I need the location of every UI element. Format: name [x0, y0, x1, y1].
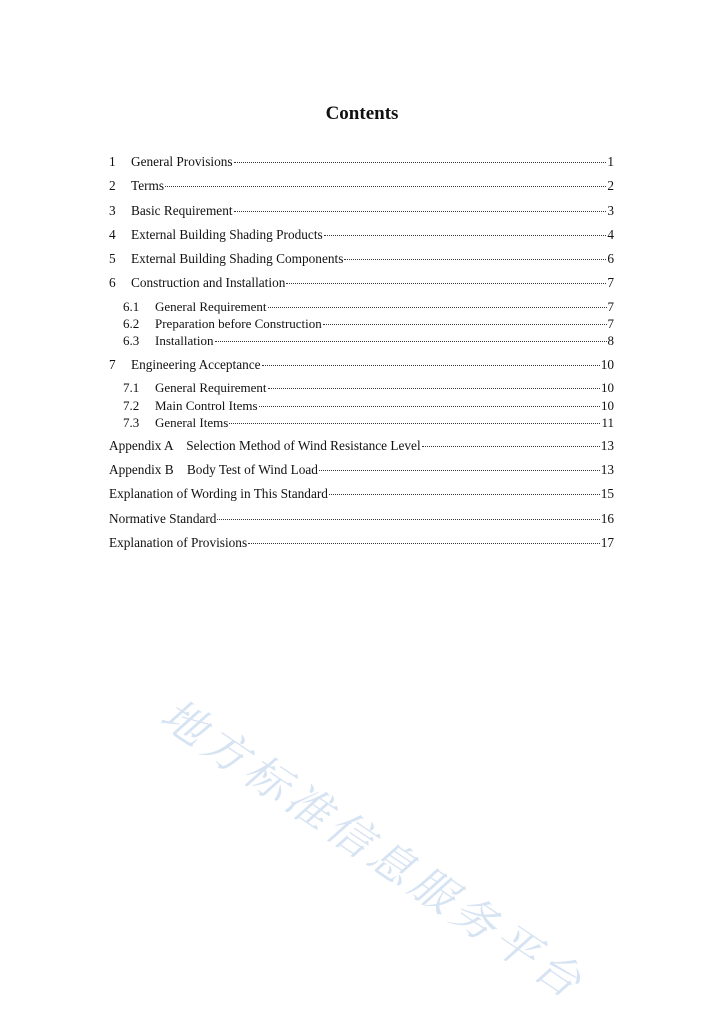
toc-label: Basic Requirement: [131, 203, 233, 218]
toc-label: Installation: [155, 333, 214, 348]
toc-label: Terms: [131, 178, 165, 193]
toc-entry-shading-products[interactable]: [109, 226, 614, 244]
toc-page-number: 3: [607, 203, 614, 218]
toc-number: 1: [109, 154, 116, 169]
toc-number: 6: [109, 275, 116, 290]
toc-entry-7-1[interactable]: [123, 379, 614, 397]
toc-page-number: 10: [600, 357, 614, 372]
toc-label: External Building Shading Components: [131, 251, 344, 266]
dot-leader: [319, 470, 600, 471]
toc-entry-construction-installation[interactable]: [109, 274, 614, 292]
toc-page-number: 8: [607, 333, 614, 348]
toc-label: Main Control Items: [155, 398, 258, 413]
toc-label: Appendix B Body Test of Wind Load: [109, 462, 318, 477]
toc-page-number: 17: [600, 535, 614, 550]
toc-page-number: 7: [607, 316, 614, 331]
toc-entry-6-1[interactable]: [123, 298, 614, 316]
toc-page-number: 6: [607, 251, 614, 266]
dot-leader: [165, 186, 606, 187]
toc-number: 7: [109, 357, 116, 372]
dot-leader: [344, 259, 606, 260]
toc-page-number: 15: [600, 486, 614, 501]
page-title: Contents: [325, 103, 399, 124]
toc-page-number: 16: [600, 511, 614, 526]
toc-entry-shading-components[interactable]: [109, 250, 614, 268]
toc-number: 7.1: [123, 380, 140, 395]
toc-entry-normative-standard[interactable]: [109, 510, 614, 528]
toc-page-number: 13: [600, 462, 614, 477]
toc-label: Engineering Acceptance: [131, 357, 261, 372]
toc-entry-terms[interactable]: [109, 177, 614, 195]
toc-entry-appendix-a[interactable]: [109, 437, 614, 455]
dot-leader: [234, 162, 607, 163]
toc-entry-explanation-of-provisions[interactable]: [109, 534, 614, 552]
toc-entry-explanation-of-wording[interactable]: [109, 485, 614, 503]
toc-page-number: 2: [607, 178, 614, 193]
dot-leader: [215, 341, 607, 342]
toc-page-number: 10: [601, 380, 614, 395]
toc-number: 6.2: [123, 316, 140, 331]
toc-page-number: 13: [600, 438, 614, 453]
toc-label: General Requirement: [155, 380, 267, 395]
toc-entry-6-2[interactable]: [123, 315, 614, 333]
toc-page-number: 7: [607, 275, 614, 290]
toc-number: 7.3: [123, 415, 140, 430]
toc-label: Explanation of Wording in This Standard: [109, 486, 328, 501]
toc-label: General Items: [155, 415, 229, 430]
toc-number: 7.2: [123, 398, 140, 413]
dot-leader: [268, 388, 600, 389]
toc-entry-basic-requirement[interactable]: [109, 202, 614, 220]
dot-leader: [259, 406, 600, 407]
dot-leader: [217, 519, 599, 520]
toc-entry-7-3[interactable]: [123, 414, 614, 432]
dot-leader: [234, 211, 607, 212]
toc-number: 3: [109, 203, 116, 218]
dot-leader: [323, 324, 607, 325]
dot-leader: [286, 283, 606, 284]
toc-page-number: 1: [607, 154, 614, 169]
toc-number: 2: [109, 178, 116, 193]
toc-entry-general-provisions[interactable]: [109, 153, 614, 171]
dot-leader: [324, 235, 607, 236]
toc-number: 5: [109, 251, 116, 266]
toc-label: Appendix A Selection Method of Wind Resistance Level: [109, 438, 421, 453]
toc-number: 6.1: [123, 299, 140, 314]
dot-leader: [229, 423, 600, 424]
toc-entry-7-2[interactable]: [123, 397, 614, 415]
toc-entry-appendix-b[interactable]: [109, 461, 614, 479]
toc-page-number: 10: [601, 398, 614, 413]
toc-entry-engineering-acceptance[interactable]: [109, 356, 614, 374]
toc-label: Normative Standard: [109, 511, 217, 526]
toc-label: External Building Shading Products: [131, 227, 323, 242]
dot-leader: [248, 543, 600, 544]
toc-page-number: 7: [607, 299, 614, 314]
toc-number: 6.3: [123, 333, 140, 348]
dot-leader: [262, 365, 600, 366]
toc-label: General Provisions: [131, 154, 233, 169]
toc-page-number: 11: [601, 415, 614, 430]
toc-label: Explanation of Provisions: [109, 535, 248, 550]
dot-leader: [422, 446, 600, 447]
dot-leader: [268, 307, 607, 308]
toc-entry-6-3[interactable]: [123, 332, 614, 350]
toc-number: 4: [109, 227, 116, 242]
toc-label: Preparation before Construction: [155, 316, 322, 331]
toc-label: Construction and Installation: [131, 275, 286, 290]
dot-leader: [329, 494, 600, 495]
toc-page-number: 4: [607, 227, 614, 242]
watermark: 地方标准信息服务平台: [151, 689, 595, 1011]
toc-label: General Requirement: [155, 299, 267, 314]
